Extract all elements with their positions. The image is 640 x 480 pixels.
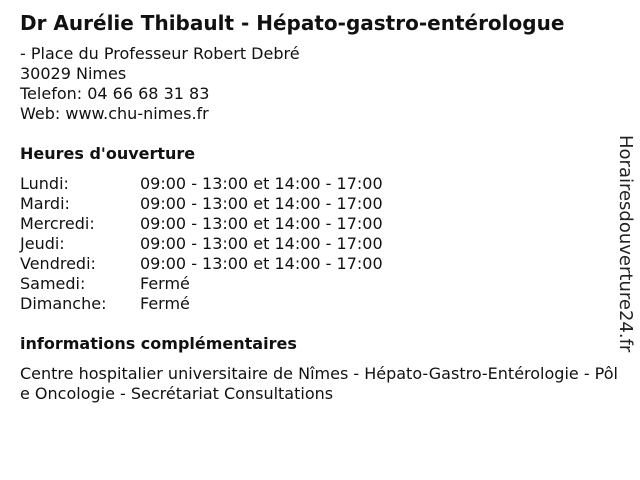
day-label: Lundi: [20,174,69,193]
day-label: Mercredi: [20,214,95,233]
hours-row-friday [20,254,612,274]
hours-row-thursday [20,234,612,254]
opening-hours-heading: Heures d'ouverture [20,144,196,163]
day-label: Jeudi: [20,234,65,253]
additional-info-heading: informations complémentaires [20,334,297,353]
phone-number[interactable]: Telefon: 04 66 68 31 83 [20,84,210,103]
address-block [20,44,612,124]
opening-hours-table [20,174,612,314]
time-value: Fermé [140,294,190,313]
time-value: 09:00 - 13:00 et 14:00 - 17:00 [140,234,383,253]
time-value: 09:00 - 13:00 et 14:00 - 17:00 [140,194,383,213]
day-label: Dimanche: [20,294,107,313]
city: 30029 Nimes [20,64,127,83]
day-label: Samedi: [20,274,86,293]
day-label: Vendredi: [20,254,96,273]
hours-row-monday [20,174,612,194]
page-title: Dr Aurélie Thibault - Hépato-gastro-entérologue [20,11,565,35]
time-value: Fermé [140,274,190,293]
page-content [20,10,618,404]
hours-row-tuesday [20,194,612,214]
time-value: 09:00 - 13:00 et 14:00 - 17:00 [140,214,383,233]
website-link[interactable]: Web: www.chu-nimes.fr [20,104,209,123]
hours-row-saturday [20,274,612,294]
time-value: 09:00 - 13:00 et 14:00 - 17:00 [140,174,383,193]
site-watermark: Horairesdouverture24.fr [615,135,636,353]
hours-row-sunday [20,294,612,314]
street-address: - Place du Professeur Robert Debré [20,44,300,63]
time-value: 09:00 - 13:00 et 14:00 - 17:00 [140,254,383,273]
day-label: Mardi: [20,194,70,213]
additional-info-text: Centre hospitalier universitaire de Nîmes - Hépato-Gastro-Entérologie - Pôle Oncologie - Secrétariat Consultations [20,364,618,403]
hours-row-wednesday [20,214,612,234]
